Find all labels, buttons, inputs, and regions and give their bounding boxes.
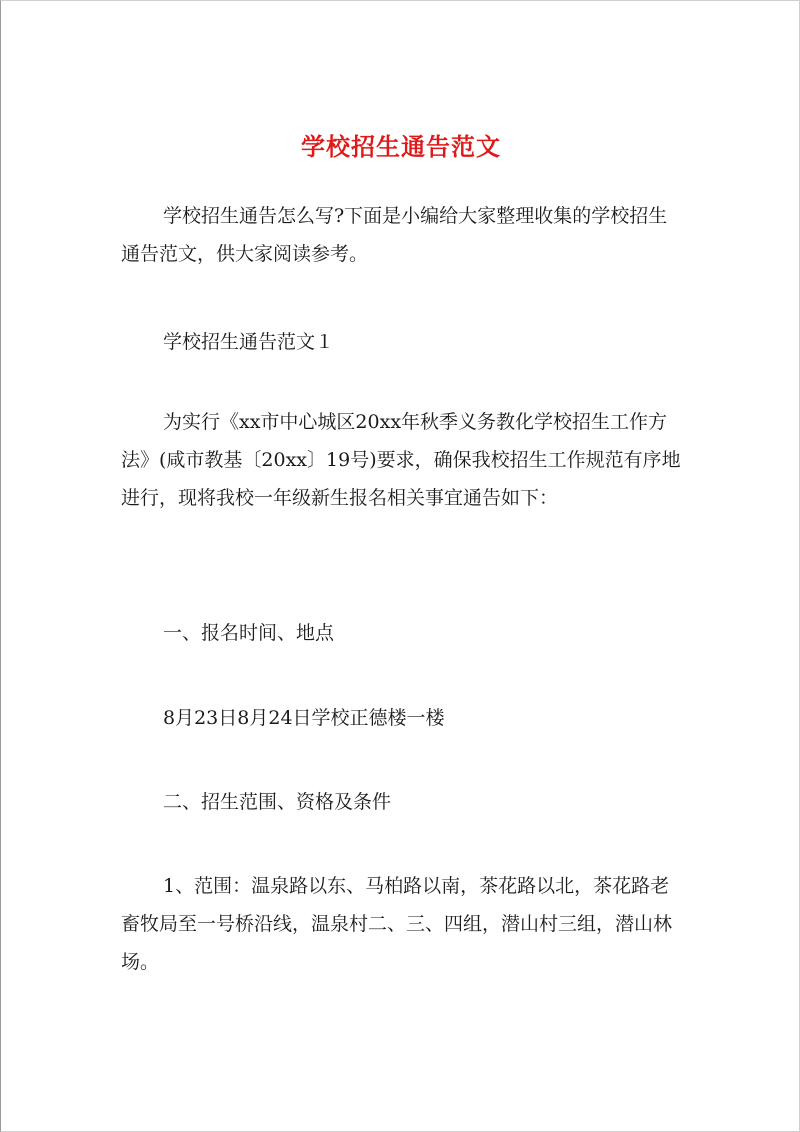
body-paragraph-scope: 1、范围：温泉路以东、马柏路以南，茶花路以北，茶花路老畜牧局至一号桥沿线，温泉村二、三、四组，潜山村三组，潜山林场。 [121,875,673,973]
section-heading-sample-1: 学校招生通告范文１ [163,331,335,353]
section-heading-time-place: 一、报名时间、地点 [163,622,335,644]
body-paragraph-dates: 8月23日8月24日学校正德楼一楼 [163,707,445,729]
section-heading-scope: 二、招生范围、资格及条件 [163,791,392,813]
document-title: 学校招生通告范文 [301,132,501,161]
intro-paragraph: 学校招生通告怎么写?下面是小编给大家整理收集的学校招生通告范文，供大家阅读参考。 [121,205,668,265]
body-paragraph-notice: 为实行《xx市中心城区20xx年秋季义务教化学校招生工作方法》(咸市教基〔20xx〕19号)要求，确保我校招生工作规范有序地进行，现将我校一年级新生报名相关事宜通告如下： [121,411,681,509]
